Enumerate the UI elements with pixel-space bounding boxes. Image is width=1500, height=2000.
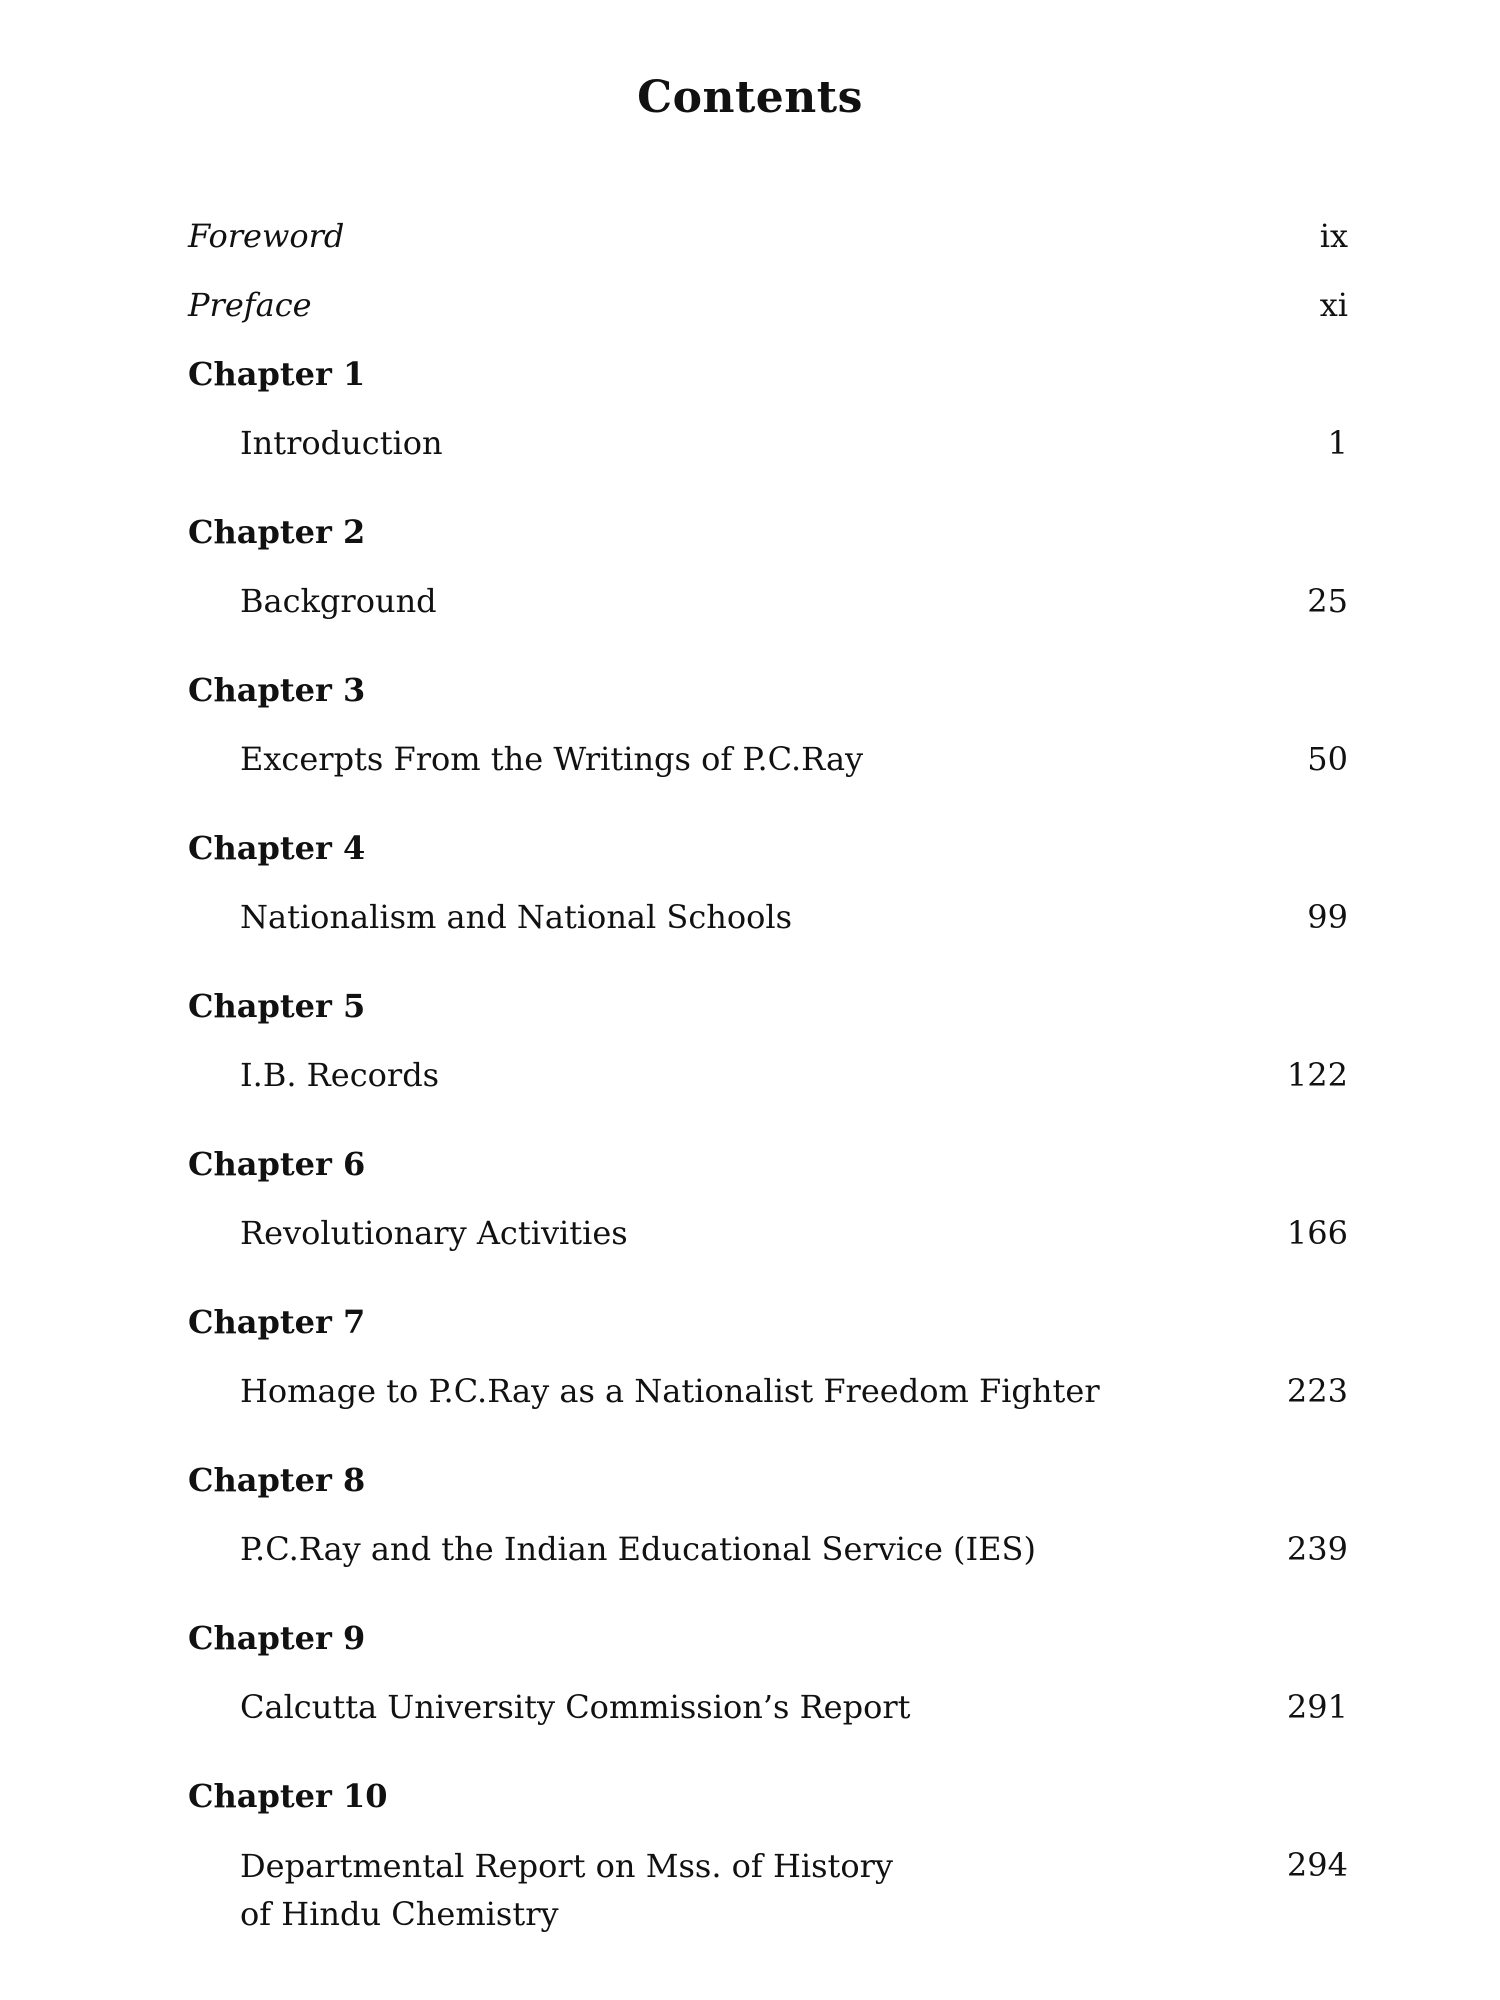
toc-entry-page: ix (1319, 217, 1348, 255)
toc-entry-page: 25 (1307, 582, 1348, 620)
toc-entry-label-line: of Hindu Chemistry (240, 1895, 559, 1933)
toc-entry-label: Nationalism and National Schools (240, 898, 793, 936)
toc-entry-chapter-2 (240, 578, 1348, 624)
toc-entry-chapter-6 (240, 1210, 1348, 1256)
toc-entry-label: P.C.Ray and the Indian Educational Service (IES) (240, 1530, 1036, 1568)
toc-entry-chapter-7 (240, 1368, 1348, 1414)
chapter-heading: Chapter 6 (188, 1145, 366, 1183)
chapter-heading: Chapter 5 (188, 987, 366, 1025)
toc-entry-page: 291 (1286, 1688, 1348, 1726)
toc-entry-label: Homage to P.C.Ray as a Nationalist Freedom Fighter (240, 1372, 1100, 1410)
toc-entry-page: 166 (1286, 1214, 1348, 1252)
toc-entry-page: 122 (1286, 1056, 1348, 1094)
toc-entry-label: I.B. Records (240, 1056, 440, 1094)
toc-entry-chapter-3 (240, 736, 1348, 782)
toc-entry-foreword (188, 213, 1348, 259)
toc-entry-label: Background (240, 582, 437, 620)
chapter-heading: Chapter 8 (188, 1461, 366, 1499)
toc-entry-page: xi (1319, 286, 1348, 324)
toc-entry-label (240, 1842, 893, 1938)
toc-entry-label: Introduction (240, 424, 443, 462)
toc-entry-chapter-4 (240, 894, 1348, 940)
toc-entry-preface (188, 282, 1348, 328)
toc-entry-label: Excerpts From the Writings of P.C.Ray (240, 740, 864, 778)
chapter-heading: Chapter 10 (188, 1777, 388, 1815)
toc-entry-page: 223 (1286, 1372, 1348, 1410)
toc-entry-chapter-10 (240, 1842, 1348, 1938)
toc-entry-page: 50 (1307, 740, 1348, 778)
toc-entry-label: Foreword (188, 217, 345, 255)
toc-entry-label: Revolutionary Activities (240, 1214, 628, 1252)
toc-entry-chapter-5 (240, 1052, 1348, 1098)
toc-entry-page: 99 (1307, 898, 1348, 936)
chapter-heading: Chapter 1 (188, 355, 366, 393)
page-title: Contents (637, 72, 863, 123)
toc-entry-page: 1 (1327, 424, 1348, 462)
toc-entry-page: 239 (1286, 1530, 1348, 1568)
chapter-heading: Chapter 2 (188, 513, 366, 551)
toc-entry-chapter-9 (240, 1684, 1348, 1730)
toc-entry-label: Preface (188, 286, 312, 324)
chapter-heading: Chapter 9 (188, 1619, 366, 1657)
toc-entry-page: 294 (1286, 1846, 1348, 1884)
toc-entry-label: Calcutta University Commission’s Report (240, 1688, 911, 1726)
toc-entry-chapter-8 (240, 1526, 1348, 1572)
toc-entry-chapter-1 (240, 420, 1348, 466)
toc-entry-label-line: Departmental Report on Mss. of History (240, 1847, 893, 1885)
chapter-heading: Chapter 3 (188, 671, 366, 709)
chapter-heading: Chapter 4 (188, 829, 366, 867)
chapter-heading: Chapter 7 (188, 1303, 366, 1341)
